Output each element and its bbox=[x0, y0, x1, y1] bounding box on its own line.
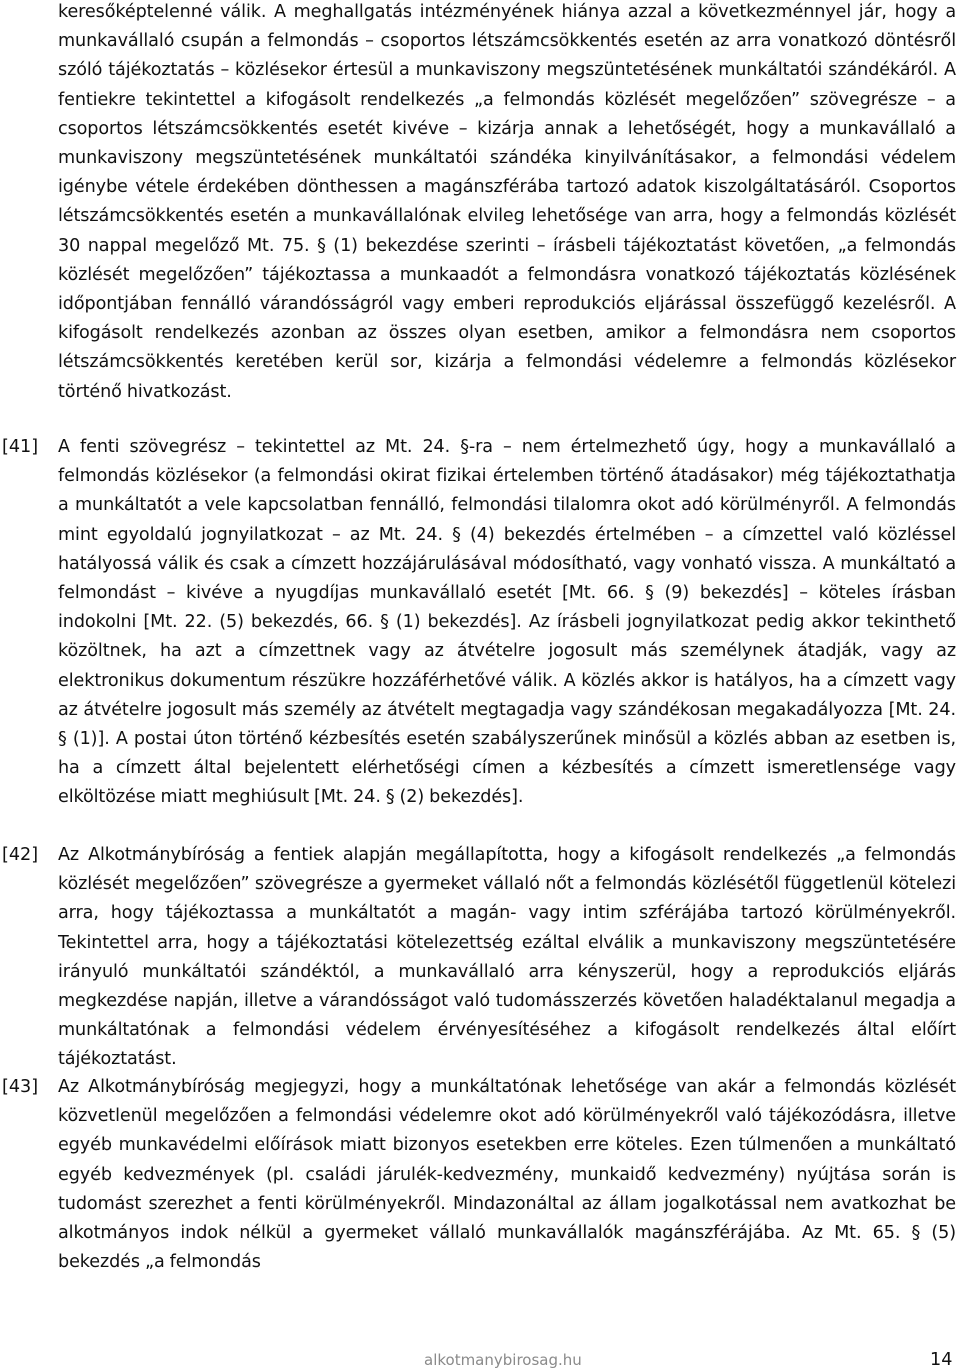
paragraph-42-text: Az Alkotmánybíróság a fentiek alapján megállapította, hogy a kifogásolt rendelkezés „a felmondás közlését megelőzően” szövegrésze a gyermeket vállaló nőt a felmondás közlésétől függetlenül kötelezi arra, hogy tájékoztassa a munkáltatót a magán- vagy intim szférájába tartozó körülményekről. Tekintettel arra, hogy a tájékoztatási kötelezettség ezáltal elválik a munkaviszony megszüntetésére irányuló munkáltatói szándéktól, a munkavállaló arra kényszerül, hogy a reprodukciós eljárás megkezdése napján, illetve a várandósságot való tudomásszerzés követően haladéktalanul megadja a munkáltatónak a felmondási védelem érvényesítéséhez a kifogásolt rendelkezés által előírt tájékoztatást. bbox=[58, 845, 956, 1070]
paragraph-number-42: [42] bbox=[2, 845, 39, 865]
footer-site-name: alkotmanybirosag.hu bbox=[424, 1351, 582, 1369]
paragraph-number-41: [41] bbox=[2, 437, 39, 457]
page-number: 14 bbox=[930, 1350, 953, 1370]
paragraph-number-43: [43] bbox=[2, 1077, 39, 1097]
paragraph-43-text: Az Alkotmánybíróság megjegyzi, hogy a munkáltatónak lehetősége van akár a felmondás közlését közvetlenül megelőzően a felmondási védelemre okot adó körülményekről való tájékozódásra, illetve egyéb munkavédelmi előírások miatt bizonyos esetekben erre köteles. Ezen túlmenően a munkáltató egyéb kedvezmények (pl. családi járulék-kedvezmény, munkaidő kedvezmény) nyújtása során is tudomást szerezhet a fenti körülményekről. Mindazonáltal az állam jogalkotással nem avatkozhat be alkotmányos indok nélkül a gyermeket vállaló munkavállalók magánszférájába. Az Mt. 65. § (5) bekezdés „a felmondás bbox=[58, 1077, 956, 1273]
paragraph-41-text: A fenti szövegrész – tekintettel az Mt. 24. §-ra – nem értelmezhető úgy, hogy a munkavállaló a felmondás közlésekor (a felmondási okirat fizikai értelemben történő átadásakor) még tájékoztathatja a munkáltatót a vele kapcsolatban fennálló, felmondási tilalomra okot adó körülményről. A felmondás mint egyoldalú jognyilatkozat – az Mt. 24. § (4) bekezdés értelmében – a címzettel való közléssel hatályossá válik és csak a címzett hozzájárulásával módosítható, vagy vonható vissza. A munkáltató a felmondást – kivéve a nyugdíjas munkavállaló esetét [Mt. 66. § (9) bekezdés] – köteles írásban indokolni [Mt. 22. (5) bekezdés, 66. § (1) bekezdés]. Az írásbeli jognyilatkozat pedig akkor tekinthető közöltnek, ha azt a címzettnek vagy az átvételre jogosult más személynek átadják, vagy az elektronikus dokumentum részükre hozzáférhetővé válik. A közlés akkor is hatályos, ha a címzett vagy az átvételre jogosult más személy az átvételt megtagadja vagy szándékosan megakadályozza [Mt. 24. § (1)]. A postai úton történő kézbesítés esetén szabályszerűnek minősül a közlés abban az esetben is, ha a címzett által bejelentett elérhetőségi címen a kézbesítés a címzett ismeretlensége vagy elköltözése miatt meghiúsult [Mt. 24. § (2) bekezdés]. bbox=[58, 437, 956, 808]
intro-paragraph: keresőképtelenné válik. A meghallgatás intézményének hiánya azzal a következménnyel jár, hogy a munkavállaló csupán a felmondás – csoportos létszámcsökkentés esetén az arra vonatkozó döntésről szóló tájékoztatás – közlésekor értesül a munkaviszony megszüntetésének munkáltatói szándékáról. A fentiekre tekintettel a kifogásolt rendelkezés „a felmondás közlését megelőzően” szövegrésze – a csoportos létszámcsökkentés esetét kivéve – kizárja annak a lehetőségét, hogy a munkavállaló a munkaviszony megszüntetésének munkáltatói szándéka kinyilvánításakor, a felmondási védelem igénybe vétele érdekében dönthessen a magánszférába tartozó adatok kiszolgáltatásáról. Csoportos létszámcsökkentés esetén a munkavállalónak elvileg lehetősége van arra, hogy a felmondás közlését 30 nappal megelőző Mt. 75. § (1) bekezdése szerinti – írásbeli tájékoztatást követően, „a felmondás közlését megelőzően” tájékoztassa a munkaadót a felmondásra vonatkozó tájékoztatás közlésének időpontjában fennálló várandósságról vagy emberi reprodukciós eljárással összefüggő kezelésről. A kifogásolt rendelkezés azonban az összes olyan esetben, amikor a felmondásra nem csoportos létszámcsökkentés keretében kerül sor, kizárja a felmondási védelemre a felmondás közlésekor történő hivatkozást. bbox=[58, 2, 956, 402]
